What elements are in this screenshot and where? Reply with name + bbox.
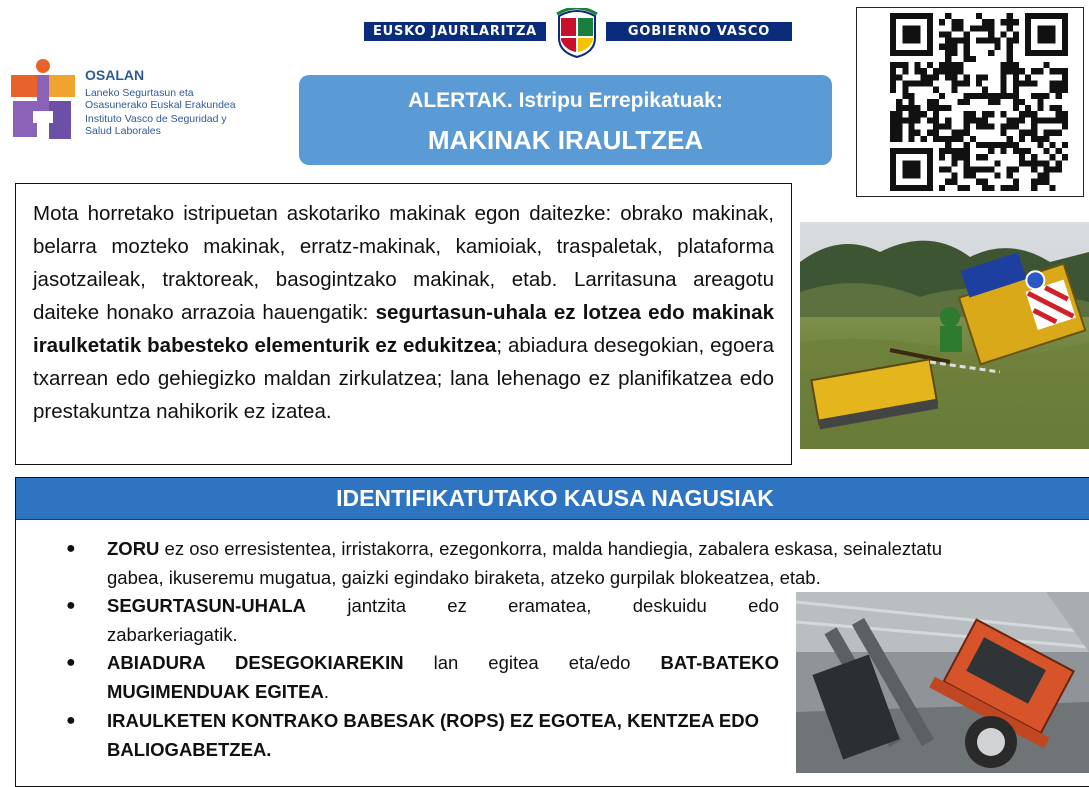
cause-item-line: gabea, ikuseremu mugatua, gaizki egindako biraketa, atzeko gurpilak blokeatzea, etab. xyxy=(107,567,821,588)
alert-title-box xyxy=(299,75,832,165)
cause-item-line: zabarkeriagatik. xyxy=(107,624,238,645)
banner-spanish-title: GOBIERNO VASCO xyxy=(606,22,792,41)
intro-text-box xyxy=(15,183,792,465)
cause-item-bold: BALIOGABETZEA. xyxy=(107,739,272,760)
cause-item-line xyxy=(107,677,329,706)
overturned-mower-photo xyxy=(800,222,1089,449)
cause-item-bold: ZORU xyxy=(107,538,160,559)
cause-item-bold: ABIADURA DESEGOKIAREKIN xyxy=(107,652,404,673)
qr-code-icon[interactable] xyxy=(890,13,1068,191)
bullet-icon: ● xyxy=(66,597,76,614)
intro-paragraph xyxy=(33,197,774,428)
osalan-name: OSALAN xyxy=(85,67,145,83)
qr-code-frame xyxy=(856,7,1084,197)
osalan-subtitle-line: Osasunerako Euskal Erakundea xyxy=(85,99,236,111)
bullet-icon: ● xyxy=(66,540,76,557)
cause-item-text: lan egitea eta/edo xyxy=(403,652,661,673)
cause-item-text: . xyxy=(323,681,330,702)
cause-item-line xyxy=(107,648,779,677)
osalan-subtitle-line: Laneko Segurtasun eta xyxy=(85,87,194,99)
cause-item-bold: SEGURTASUN-UHALA xyxy=(107,595,307,616)
cause-item-text: jantzita ez eramatea, deskuidu edo xyxy=(306,595,779,616)
government-banner xyxy=(364,13,792,43)
osalan-logo xyxy=(9,57,299,147)
cause-item-bold: BAT-BATEKO xyxy=(660,652,779,673)
cause-item-text: ez oso erresistentea, irristakorra, ezegonkorra, malda handiegia, zabalera eskasa, seinaleztatu xyxy=(159,538,942,559)
osalan-subtitle-line: Instituto Vasco de Seguridad y xyxy=(85,113,227,125)
intro-text-part1: Mota horretako istripuetan askotariko makinak egon daitezke: obrako makinak, belarra mozteko makinak, erratz-makinak, kamioiak, traspaletak, plataforma jasotzaileak, traktoreak, basogintzako makinak, etab. Larritasuna areagotu daiteke honako arrazoia hauengatik: xyxy=(33,202,774,324)
overturned-forklift-photo xyxy=(796,592,1089,773)
basque-coat-of-arms-icon xyxy=(553,8,601,58)
intro-text-bold: segurtasun-uhala ez lotzea edo makinak iraulketatik babesteko elementurik ez edukitzea xyxy=(33,301,774,357)
cause-item-bold: IRAULKETEN KONTRAKO BABESAK (ROPS) EZ EGOTEA, KENTZEA EDO xyxy=(107,710,759,731)
osalan-figure-icon xyxy=(9,57,81,143)
bullet-icon: ● xyxy=(66,654,76,671)
cause-item-line xyxy=(107,591,779,620)
intro-text-part2: ; abiadura desegokian, egoera txarrean edo gehiegizko maldan zirkulatzea; lana lehenago ez planifikatzea edo prestakuntza nahikorik ez izatea. xyxy=(33,334,774,423)
main-causes-header: IDENTIFIKATUTAKO KAUSA NAGUSIAK xyxy=(16,478,1089,520)
alert-title-line1: ALERTAK. Istripu Errepikatuak: xyxy=(408,89,723,112)
cause-item-bold: MUGIMENDUAK EGITEA xyxy=(107,681,324,702)
bullet-icon: ● xyxy=(66,712,76,729)
cause-item-line xyxy=(107,735,271,764)
banner-basque-title: EUSKO JAURLARITZA xyxy=(364,22,546,41)
cause-item-line xyxy=(107,706,759,735)
osalan-subtitle-line: Salud Laborales xyxy=(85,125,161,137)
cause-item-line xyxy=(107,534,942,563)
alert-title-line2: MAKINAK IRAULTZEA xyxy=(427,125,704,155)
